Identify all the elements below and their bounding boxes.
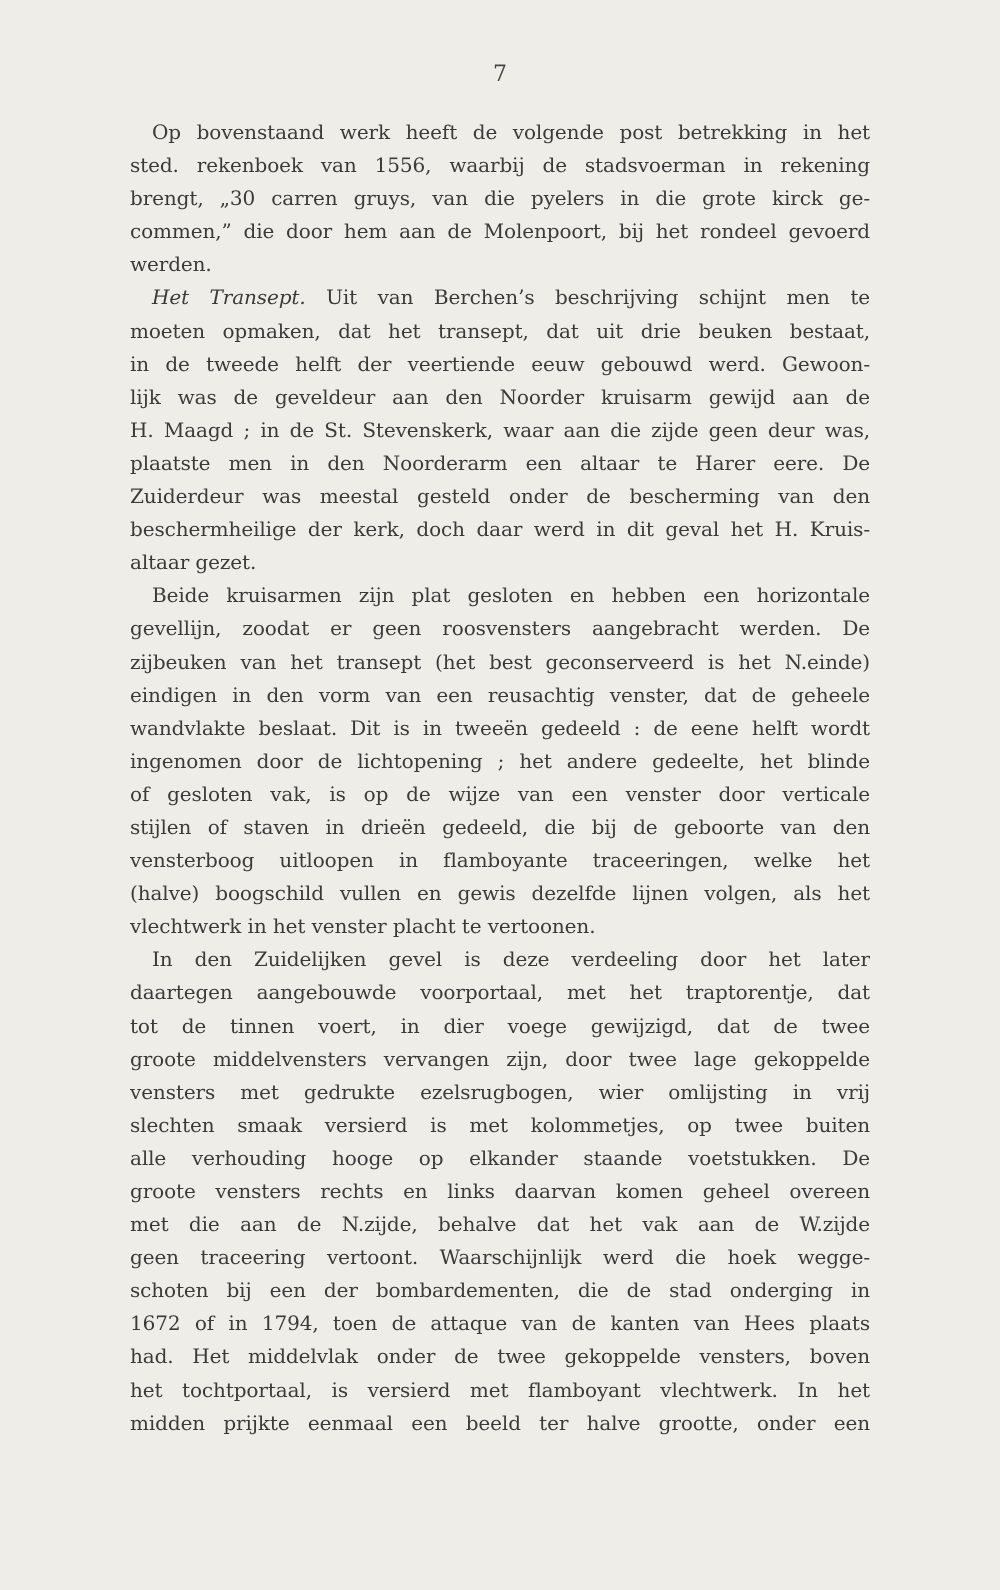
text-line [130, 182, 870, 215]
text-line [130, 1076, 870, 1109]
line-text: eindigen in den vorm van een reusachtig venster, dat de geheele [130, 682, 870, 707]
text-line [130, 480, 870, 513]
line-text: tot de tinnen voert, in dier voege gewijzigd, dat de twee [130, 1013, 870, 1038]
text-line [130, 910, 870, 943]
line-text: in de tweede helft der veertiende eeuw gebouwd werd. Gewoon- [130, 351, 870, 376]
line-text: In den Zuidelijken gevel is deze verdeeling door het later [152, 947, 870, 972]
line-text: brengt, „30 carren gruys, van die pyelers in die grote kirck ge- [130, 186, 870, 211]
line-text: gevellijn, zoodat er geen roosvensters aangebracht werden. De [130, 616, 870, 641]
line-text: Beide kruisarmen zijn plat gesloten en hebben een horizontale [152, 583, 870, 608]
text-line [130, 248, 870, 281]
line-text: H. Maagd ; in de St. Stevenskerk, waar aan die zijde geen deur was, [130, 417, 870, 442]
text-line [130, 579, 870, 612]
text-line [130, 712, 870, 745]
text-line [130, 1340, 870, 1373]
line-text: stijlen of staven in drieën gedeeld, die bij de geboorte van den [130, 814, 870, 839]
text-line [130, 1010, 870, 1043]
line-text: slechten smaak versierd is met kolommetjes, op twee buiten [130, 1112, 870, 1137]
text-line [130, 844, 870, 877]
line-text: wandvlakte beslaat. Dit is in tweeën gedeeld : de eene helft wordt [130, 715, 870, 740]
italic-heading: Het Transept. [152, 285, 306, 310]
text-line [130, 215, 870, 248]
line-text: of gesloten vak, is op de wijze van een venster door verticale [130, 781, 870, 806]
line-text: Op bovenstaand werk heeft de volgende post betrekking in het [152, 120, 870, 144]
line-text: midden prijkte eenmaal een beeld ter halve grootte, onder een [130, 1410, 870, 1435]
body-text [130, 116, 870, 1440]
line-text: werden. [130, 252, 212, 277]
text-line [130, 546, 870, 579]
text-line [130, 1142, 870, 1175]
text-line [130, 1407, 870, 1440]
line-text: moeten opmaken, dat het transept, dat uit drie beuken bestaat, [130, 318, 870, 343]
text-line [130, 149, 870, 182]
text-line [130, 745, 870, 778]
page-number: 7 [493, 62, 507, 87]
text-line [130, 811, 870, 844]
text-line [130, 513, 870, 546]
line-text: het tochtportaal, is versierd met flamboyant vlechtwerk. In het [130, 1377, 870, 1402]
text-line [130, 447, 870, 480]
line-text: lijk was de geveldeur aan den Noorder kruisarm gewijd aan de [130, 384, 870, 409]
text-line [130, 1241, 870, 1274]
text-line [130, 116, 870, 149]
line-text: ingenomen door de lichtopening ; het andere gedeelte, het blinde [130, 748, 870, 773]
text-line [130, 414, 870, 447]
line-text: zijbeuken van het transept (het best geconserveerd is het N.einde) [130, 649, 870, 674]
line-text: schoten bij een der bombardementen, die de stad onderging in [130, 1278, 870, 1303]
line-text: vensters met gedrukte ezelsrugbogen, wier omlijsting in vrij [130, 1079, 870, 1104]
text-line [130, 1208, 870, 1241]
text-line [130, 1274, 870, 1307]
line-text: groote vensters rechts en links daarvan komen geheel overeen [130, 1179, 870, 1203]
line-text: geen traceering vertoont. Waarschijnlijk werd die hoek wegge- [130, 1245, 870, 1270]
text-line [130, 1043, 870, 1076]
line-text: had. Het middelvlak onder de twee gekoppelde vensters, boven [130, 1344, 870, 1369]
line-text: Uit van Berchen’s beschrijving schijnt men te [305, 285, 870, 310]
text-line [130, 1307, 870, 1340]
line-text: beschermheilige der kerk, doch daar werd in dit geval het H. Kruis- [130, 517, 870, 542]
line-text: commen,” die door hem aan de Molenpoort, bij het rondeel gevoerd [130, 219, 870, 244]
text-line [130, 679, 870, 712]
line-text: met die aan de N.zijde, behalve dat het vak aan de W.zijde [130, 1212, 870, 1237]
line-text: sted. rekenboek van 1556, waarbij de stadsvoerman in rekening [130, 153, 870, 178]
text-line [130, 315, 870, 348]
text-line [130, 778, 870, 811]
line-text: vlechtwerk in het venster placht te vertoonen. [130, 914, 596, 939]
text-line [130, 943, 870, 976]
text-line [130, 877, 870, 910]
text-line [130, 381, 870, 414]
line-text: plaatste men in den Noorderarm een altaar te Harer eere. De [130, 450, 870, 475]
line-text: daartegen aangebouwde voorportaal, met het traptorentje, dat [130, 980, 870, 1005]
line-text: (halve) boogschild vullen en gewis dezelfde lijnen volgen, als het [130, 881, 870, 906]
text-line [130, 646, 870, 679]
line-text: alle verhouding hooge op elkander staande voetstukken. De [130, 1145, 870, 1170]
text-line [130, 281, 870, 314]
text-line [130, 1374, 870, 1407]
text-line [130, 1175, 870, 1208]
text-line [130, 1109, 870, 1142]
line-text: groote middelvensters vervangen zijn, door twee lage gekoppelde [130, 1046, 870, 1071]
line-text: Zuiderdeur was meestal gesteld onder de bescherming van den [130, 484, 870, 509]
line-text: altaar gezet. [130, 550, 257, 575]
line-text: 1672 of in 1794, toen de attaque van de kanten van Hees plaats [130, 1311, 870, 1336]
text-line [130, 976, 870, 1009]
text-line [130, 612, 870, 645]
text-line [130, 348, 870, 381]
line-text: vensterboog uitloopen in flamboyante traceeringen, welke het [130, 848, 870, 873]
